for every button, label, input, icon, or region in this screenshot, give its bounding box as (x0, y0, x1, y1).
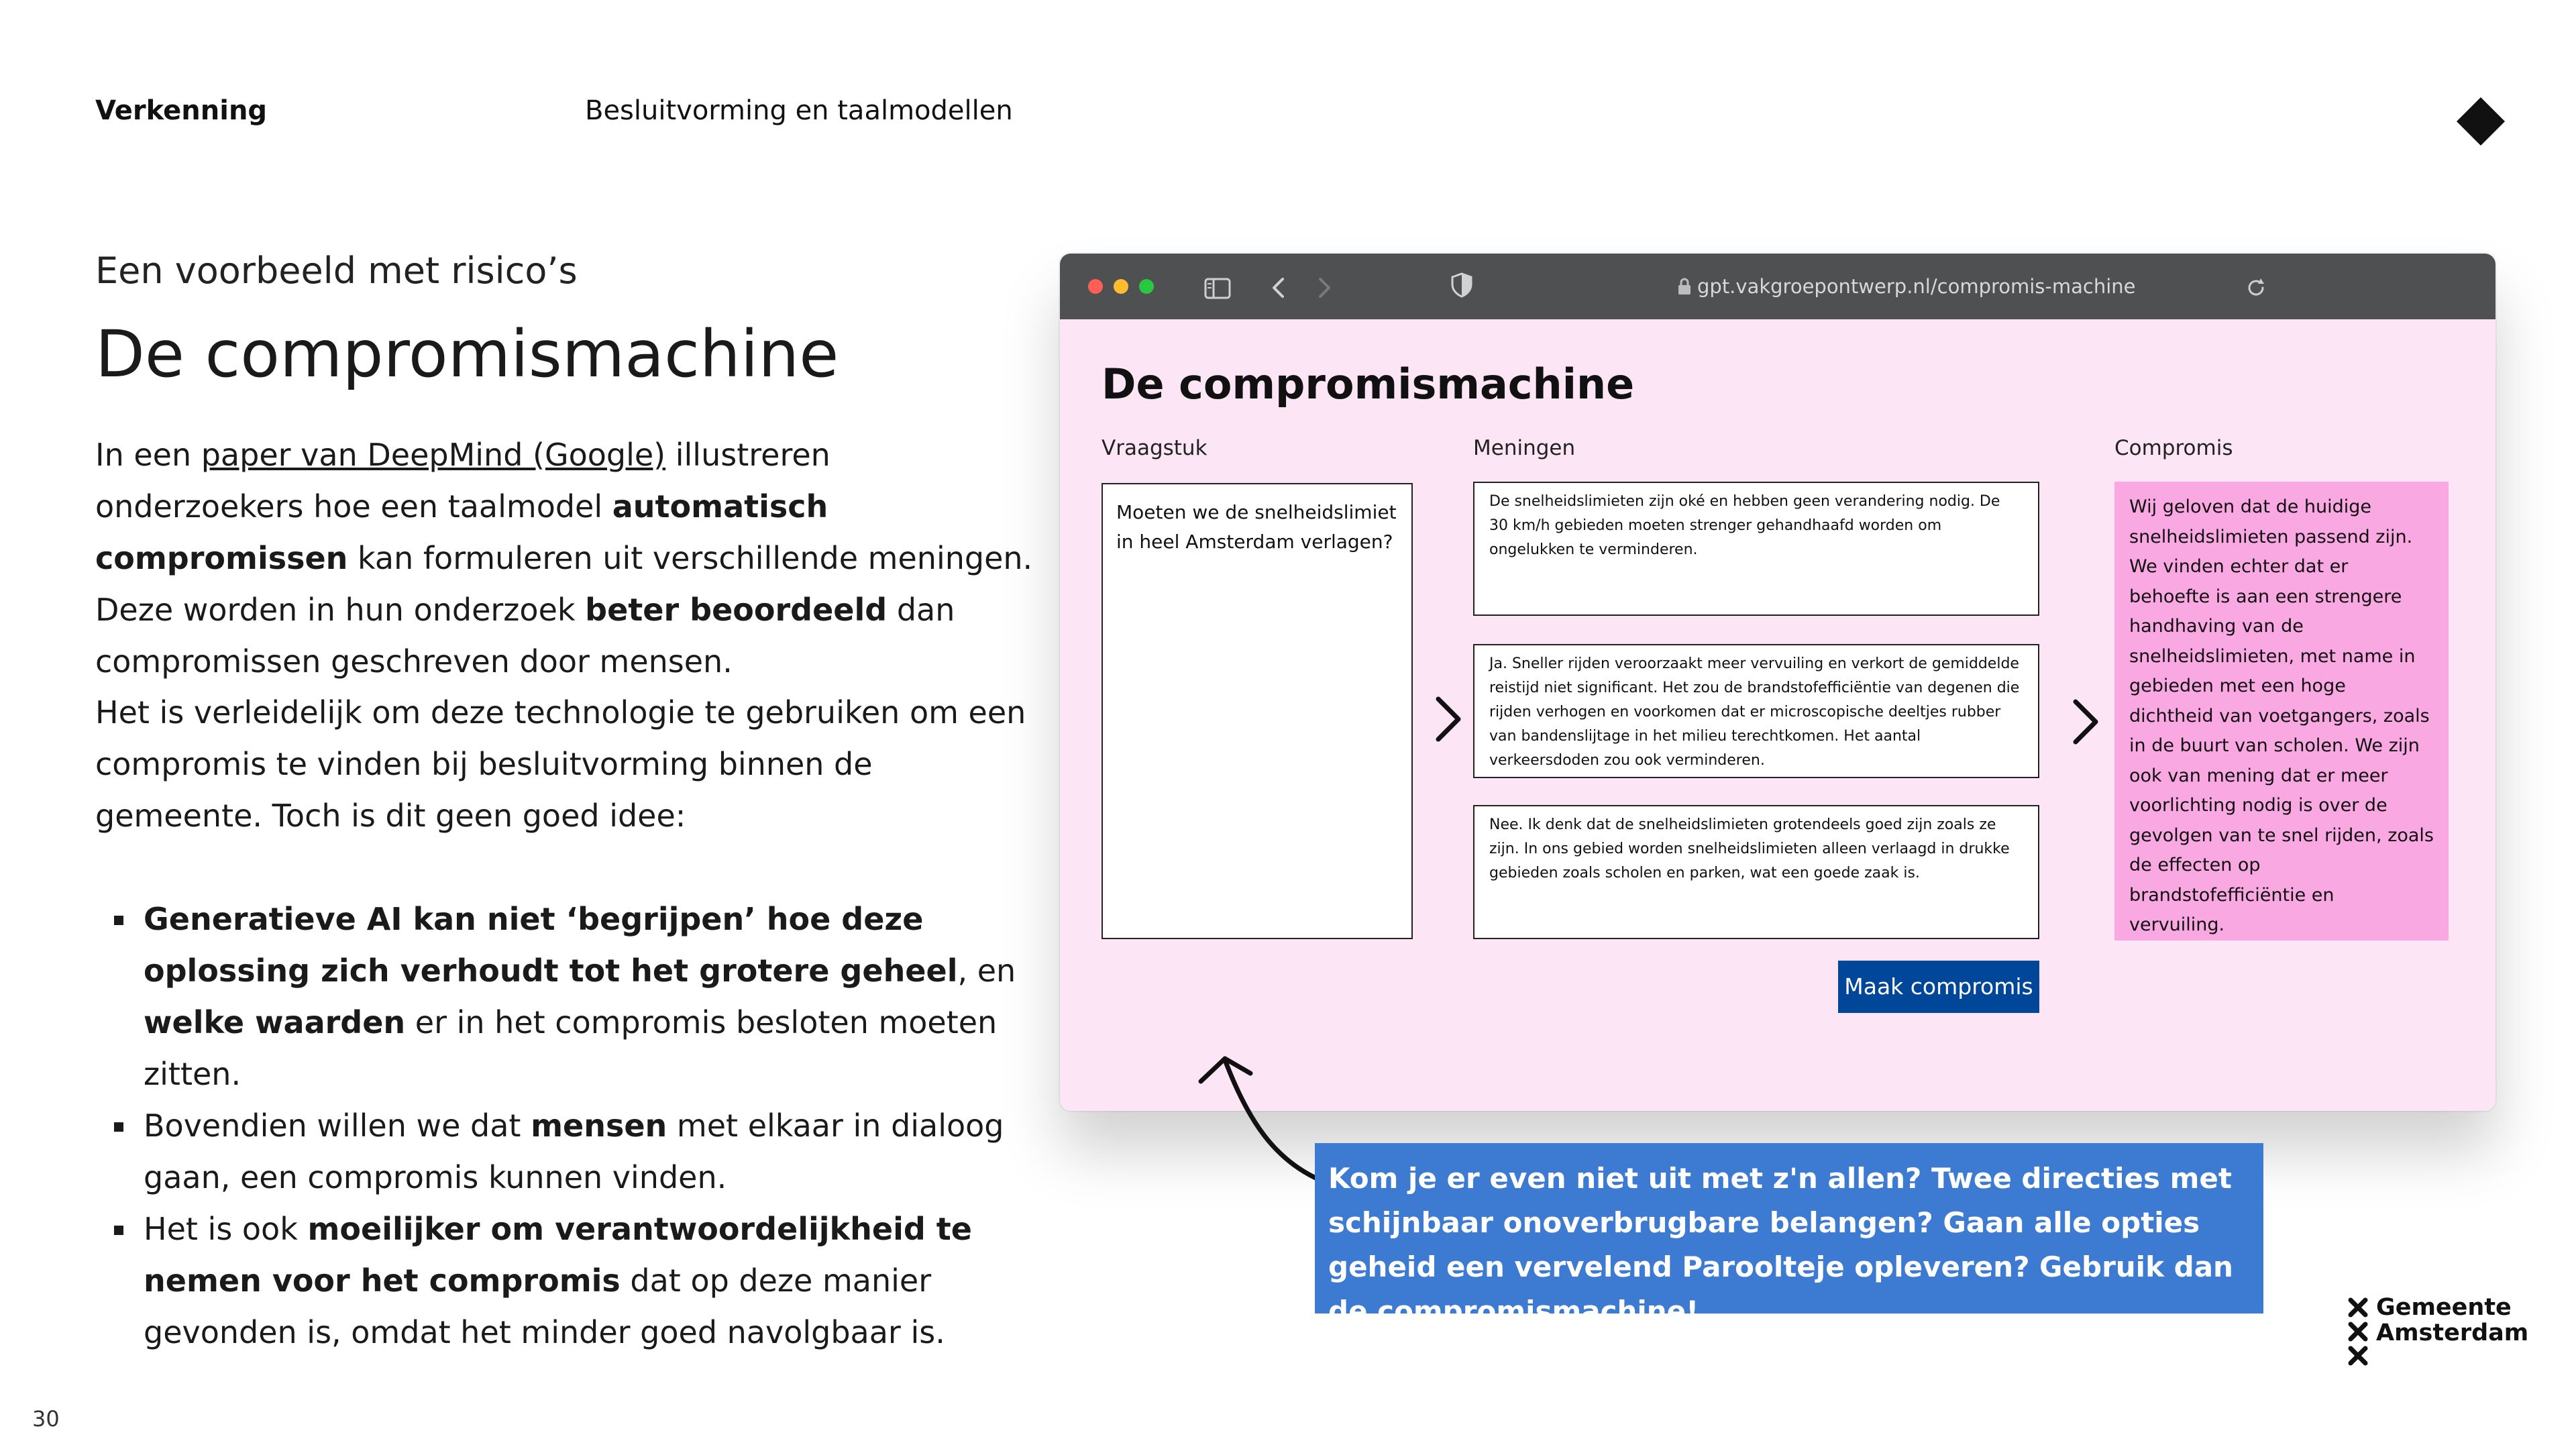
shield-icon[interactable] (1448, 271, 1476, 299)
bullet-icon (114, 916, 123, 925)
compromise-label: Compromis (2114, 436, 2233, 460)
slide-subtitle: Een voorbeeld met risico’s (95, 250, 578, 292)
text-run: dat op deze manier gevonden is, omdat het minder goed navolgbaar is. (144, 1263, 945, 1350)
browser-window (1060, 254, 2496, 1111)
back-icon[interactable] (1265, 274, 1293, 302)
list-item (95, 894, 1048, 1100)
question-input[interactable]: Moeten we de snelheidslimiet in heel Amsterdam verlagen? (1102, 483, 1413, 939)
logo-line-2: Amsterdam (2376, 1320, 2529, 1346)
warning-paragraph: Het is verleidelijk om deze technologie te gebruiken om een compromis te vinden bij besluitvorming binnen de gemeente. Toch is dit geen goed idee: (95, 694, 1026, 834)
opinion-input-2[interactable]: Ja. Sneller rijden veroorzaakt meer vervuiling en verkort de gemiddelde reistijd niet significant. Het zou de brandstofefficiëntie van degenen die rijden verhogen en voorkomen dat er microscopische deeltjes rubber van bandenslijtage in het milieu terechtkomen. Het aantal verkeersdoden zou ook verminderen. (1473, 644, 2039, 778)
opinion-input-1[interactable]: De snelheidslimieten zijn oké en hebben geen verandering nodig. De 30 km/h gebieden moeten strenger gehandhaafd worden om ongelukken te verminderen. (1473, 482, 2039, 616)
text-run: Het is ook (144, 1211, 308, 1247)
app-title: De compromismachine (1102, 360, 1635, 409)
minimize-window-button[interactable] (1114, 279, 1128, 294)
bold-run: moeilijker om verantwoordelijkheid te nemen voor het compromis (144, 1211, 972, 1299)
bold-run: Generatieve AI kan niet ‘begrijpen’ hoe deze oplossing zich verhoudt tot het grotere geheel (144, 901, 958, 989)
url-text: gpt.vakgroepontwerp.nl/compromis-machine (1697, 275, 2136, 298)
bullet-icon (114, 1226, 123, 1235)
compromise-app (1060, 319, 2496, 1111)
chevron-right-icon (1429, 692, 1466, 746)
sidebar-icon[interactable] (1203, 274, 1232, 302)
diamond-icon (2457, 97, 2505, 146)
opinion-input-3[interactable]: Nee. Ik denk dat de snelheidslimieten grotendeels goed zijn zoals ze zijn. In ons gebied worden snelheidslimieten alleen verlaagd in drukke gebieden zoals scholen en parken, wat een goede zaak is. (1473, 805, 2039, 939)
close-window-button[interactable] (1088, 279, 1103, 294)
text-run: met elkaar in dialoog gaan, een compromis kunnen vinden. (144, 1108, 1004, 1195)
text-run: Bovendien willen we dat (144, 1108, 531, 1144)
intro-paragraph (95, 429, 1048, 688)
text-run: kan formuleren uit verschillende meningen. Deze worden in hun onderzoek (95, 540, 1033, 628)
xxx-icon (2348, 1297, 2368, 1370)
maximize-window-button[interactable] (1139, 279, 1154, 294)
address-bar[interactable] (1677, 272, 2136, 301)
slide-title: De compromismachine (95, 317, 839, 392)
bold-run: automatisch compromissen (95, 488, 828, 576)
text-run: , en (957, 953, 1016, 989)
bold-run: welke waarden (144, 1004, 406, 1040)
question-label: Vraagstuk (1102, 436, 1208, 460)
section-label: Verkenning (95, 95, 268, 126)
logo-text (2376, 1295, 2528, 1346)
make-compromise-button[interactable]: Maak compromis (1838, 961, 2039, 1013)
compromise-output: Wij geloven dat de huidige snelheidslimieten passend zijn. We vinden echter dat er behoefte is aan een strengere handhaving van de snelheidslimieten, met name in gebieden met een hoge dichtheid van voetgangers, zoals in de buurt van scholen. We zijn ook van mening dat er meer voorlichting nodig is over de gevolgen van te snel rijden, zoals de effecten op brandstofefficiëntie en vervuiling. (2114, 482, 2449, 941)
chevron-right-icon (2066, 695, 2104, 749)
text-run: dan compromissen geschreven door mensen. (95, 592, 955, 680)
list-item (95, 1100, 1048, 1203)
text-run: In een (95, 437, 201, 473)
reasons-list (95, 894, 1048, 1358)
bold-run: beter beoordeeld (585, 592, 888, 628)
text-run: er in het compromis besloten moeten zitten. (144, 1004, 998, 1092)
logo-line-1: Gemeente (2376, 1294, 2512, 1321)
bold-run: mensen (531, 1108, 667, 1144)
callout-box: Kom je er even niet uit met z'n allen? Twee directies met schijnbaar onoverbrugbare belangen? Gaan alle opties geheid een vervelend Paroolteje opleveren? Gebruik dan de compromismachine! (1315, 1143, 2263, 1313)
gemeente-amsterdam-logo (2348, 1294, 2529, 1371)
curved-arrow-icon (1194, 1046, 1328, 1194)
page-number: 30 (32, 1406, 60, 1432)
list-item (95, 1203, 1048, 1358)
deepmind-paper-link[interactable]: paper van DeepMind (Google) (201, 437, 666, 473)
lock-icon (1677, 277, 1692, 296)
forward-icon[interactable] (1309, 274, 1338, 302)
browser-titlebar (1060, 254, 2496, 319)
opinions-label: Meningen (1473, 436, 1576, 460)
document-title: Besluitvorming en taalmodellen (585, 95, 1013, 126)
reload-icon[interactable] (2242, 274, 2270, 302)
text-run: illustreren onderzoekers hoe een taalmodel (95, 437, 830, 525)
bullet-icon (114, 1122, 123, 1132)
